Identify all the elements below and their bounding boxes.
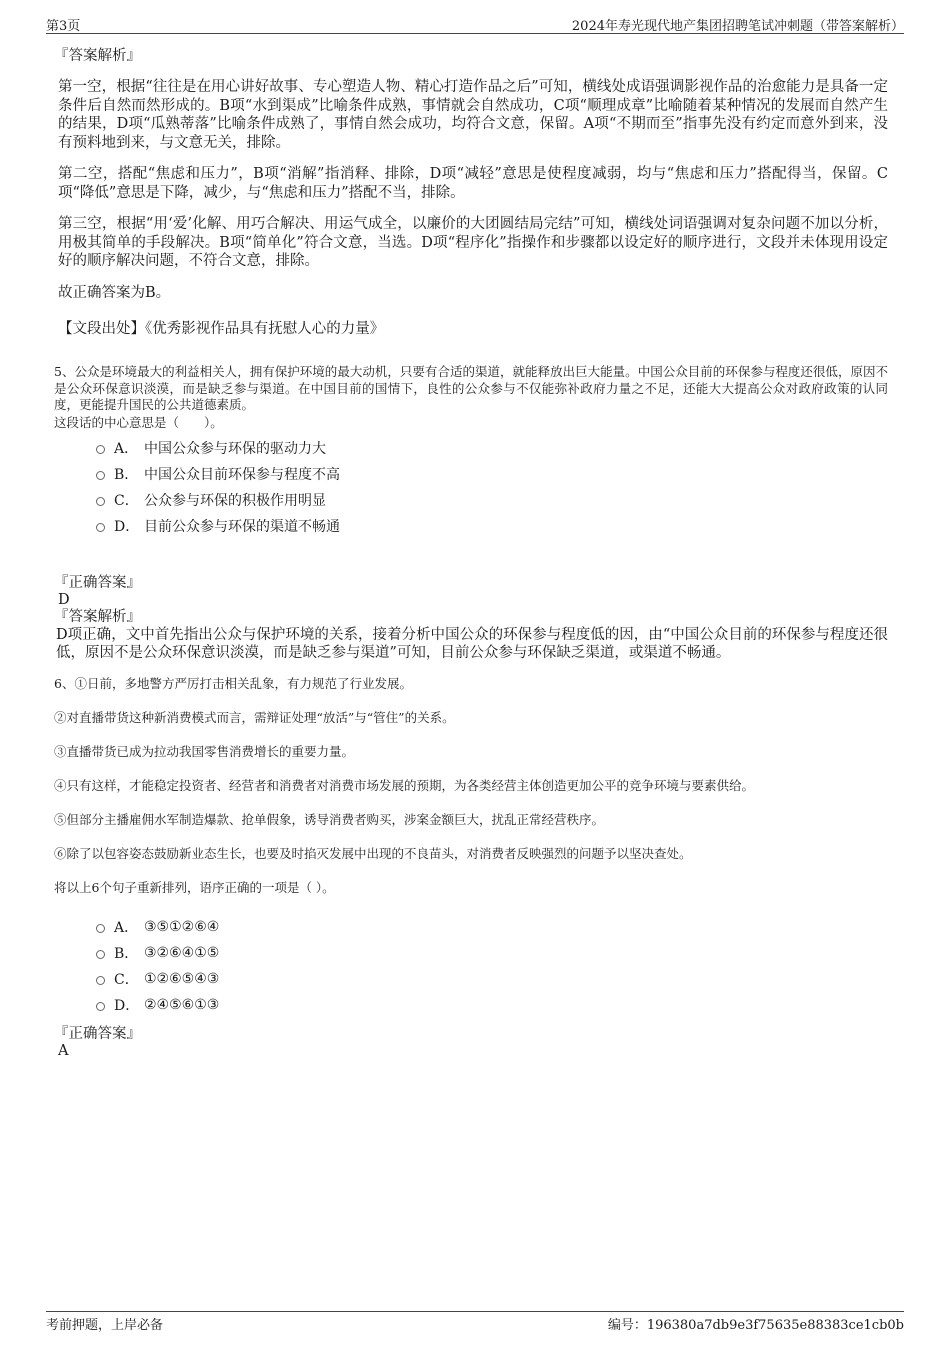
option-text: ②④⑤⑥①③	[144, 996, 220, 1013]
document-code: 编号：196380a7db9e3f75635e88383ce1cb0b	[607, 1318, 904, 1333]
option-letter: C．	[114, 971, 139, 988]
analysis-title: 『答案解析』	[54, 48, 141, 64]
question-6	[54, 675, 888, 1060]
question-5	[54, 364, 888, 662]
radio-icon[interactable]	[96, 950, 105, 959]
option-letter: A．	[114, 919, 139, 936]
page-number: 第3页	[46, 19, 81, 34]
radio-icon[interactable]	[96, 976, 105, 985]
option-text: 中国公众参与环保的驱动力大	[144, 440, 326, 457]
sentence-item: ③直播带货已成为拉动我国零售消费增长的重要力量。	[54, 743, 355, 759]
option-c[interactable]	[96, 487, 888, 513]
correct-answer: A	[58, 1042, 69, 1059]
header-divider	[46, 33, 904, 34]
radio-icon[interactable]	[96, 497, 105, 506]
sentence-item: ④只有这样，才能稳定投资者、经营者和消费者对消费市场发展的预期，为各类经营主体创造更加公平的竞争环境与要素供给。	[54, 777, 755, 793]
radio-icon[interactable]	[96, 471, 105, 480]
option-text: 公众参与环保的积极作用明显	[144, 492, 326, 509]
radio-icon[interactable]	[96, 523, 105, 532]
answer-title: 『正确答案』	[54, 1025, 141, 1042]
question-stem: 5、公众是环境最大的利益相关人，拥有保护环境的最大动机，只要有合适的渠道，就能释放出巨大能量。中国公众目前的环保参与程度还很低，原因不是公众环保意识淡漠，而是缺乏参与渠道。在中国目前的国情下，良性的公众参与不仅能弥补政府力量之不足，还能大大提高公众对政府政策的认同度，更能提升国民的公共道德素质。	[54, 364, 888, 412]
radio-icon[interactable]	[96, 445, 105, 454]
option-text: 中国公众目前环保参与程度不高	[144, 466, 340, 483]
q4-analysis	[54, 46, 888, 338]
option-letter: B．	[114, 466, 139, 483]
answer-title: 『正确答案』	[54, 574, 141, 591]
option-letter: C．	[114, 492, 139, 509]
radio-icon[interactable]	[96, 924, 105, 933]
option-text: ③②⑥④①⑤	[144, 944, 220, 961]
option-letter: B．	[114, 945, 139, 962]
footer-slogan: 考前押题，上岸必备	[46, 1318, 164, 1333]
option-a[interactable]	[96, 435, 888, 461]
option-b[interactable]	[96, 940, 888, 966]
option-c[interactable]	[96, 966, 888, 992]
option-a[interactable]	[96, 914, 888, 940]
option-text: ③⑤①②⑥④	[144, 918, 220, 935]
option-list	[96, 914, 888, 1018]
option-d[interactable]	[96, 513, 888, 539]
answer-block	[54, 574, 888, 662]
sentence-item: ⑥除了以包容姿态鼓励新业态生长，也要及时掐灭发展中出现的不良苗头，对消费者反映强烈的问题予以坚决查处。	[54, 845, 692, 861]
option-letter: A．	[114, 440, 139, 457]
analysis-paragraph: 第三空，根据“用‘爱’化解、用巧合解决、用运气成全，以廉价的大团圆结局完结”可知，横线处词语强调对复杂问题不加以分析，用极其简单的手段解决。B项“简单化”符合文意，当选。D项“程序化”指操作和步骤都以设定好的顺序进行，文段并未体现用设定好的顺序解决问题，不符合文意，排除。	[58, 216, 888, 269]
sentence-item: ②对直播带货这种新消费模式而言，需辩证处理“放活”与“管住”的关系。	[54, 709, 455, 725]
correct-answer: D	[58, 591, 70, 608]
option-text: ①②⑥⑤④③	[144, 970, 220, 987]
question-stem: 6、①日前，多地警方严厉打击相关乱象，有力规范了行业发展。	[54, 675, 412, 691]
sentence-item: ⑤但部分主播雇佣水军制造爆款、抢单假象，诱导消费者购买，涉案金额巨大，扰乱正常经营秩序。	[54, 811, 605, 827]
analysis-title: 『答案解析』	[54, 608, 141, 625]
option-list	[96, 435, 888, 539]
option-letter: D．	[114, 518, 140, 535]
footer-divider	[46, 1311, 904, 1312]
option-d[interactable]	[96, 992, 888, 1018]
text-source: 【文段出处】《优秀影视作品具有抚慰人心的力量》	[58, 321, 385, 337]
answer-analysis: D项正确，文中首先指出公众与保护环境的关系，接着分析中国公众的环保参与程度低的因，由“中国公众目前的环保参与程度还很低，原因不是公众环保意识淡漠，而是缺乏参与渠道”可知，目前公众参与环保缺乏渠道，或渠道不畅通。	[56, 626, 888, 661]
answer-block	[54, 1025, 888, 1060]
analysis-paragraph: 第二空，搭配“焦虑和压力”，B项“消解”指消释、排除，D项“减轻”意思是使程度减弱，均与“焦虑和压力”搭配得当，保留。C项“降低”意思是下降，减少，与“焦虑和压力”搭配不当，排除。	[58, 166, 888, 201]
question-prompt: 将以上6个句子重新排列，语序正确的一项是（ ）。	[54, 879, 335, 895]
option-b[interactable]	[96, 461, 888, 487]
radio-icon[interactable]	[96, 1002, 105, 1011]
analysis-paragraph: 第一空，根据“往往是在用心讲好故事、专心塑造人物、精心打造作品之后”可知，横线处成语强调影视作品的治愈能力是具备一定条件后自然而然形成的。B项“水到渠成”比喻条件成熟，事情就会自然成功，C项“顺理成章”比喻随着某种情况的发展而自然产生的结果，D项“瓜熟蒂落”比喻条件成熟了，事情自然会成功，均符合文意，保留。A项“不期而至”指事先没有约定而意外到来，没有预料地到来，与文意无关，排除。	[58, 79, 888, 151]
document-title: 2024年寿光现代地产集团招聘笔试冲刺题（带答案解析）	[571, 19, 904, 34]
page-content	[54, 46, 888, 1060]
question-prompt: 这段话的中心意思是（ ）。	[54, 414, 223, 430]
answer-conclusion: 故正确答案为B。	[58, 284, 171, 301]
option-text: 目前公众参与环保的渠道不畅通	[144, 518, 340, 535]
option-letter: D．	[114, 997, 140, 1014]
